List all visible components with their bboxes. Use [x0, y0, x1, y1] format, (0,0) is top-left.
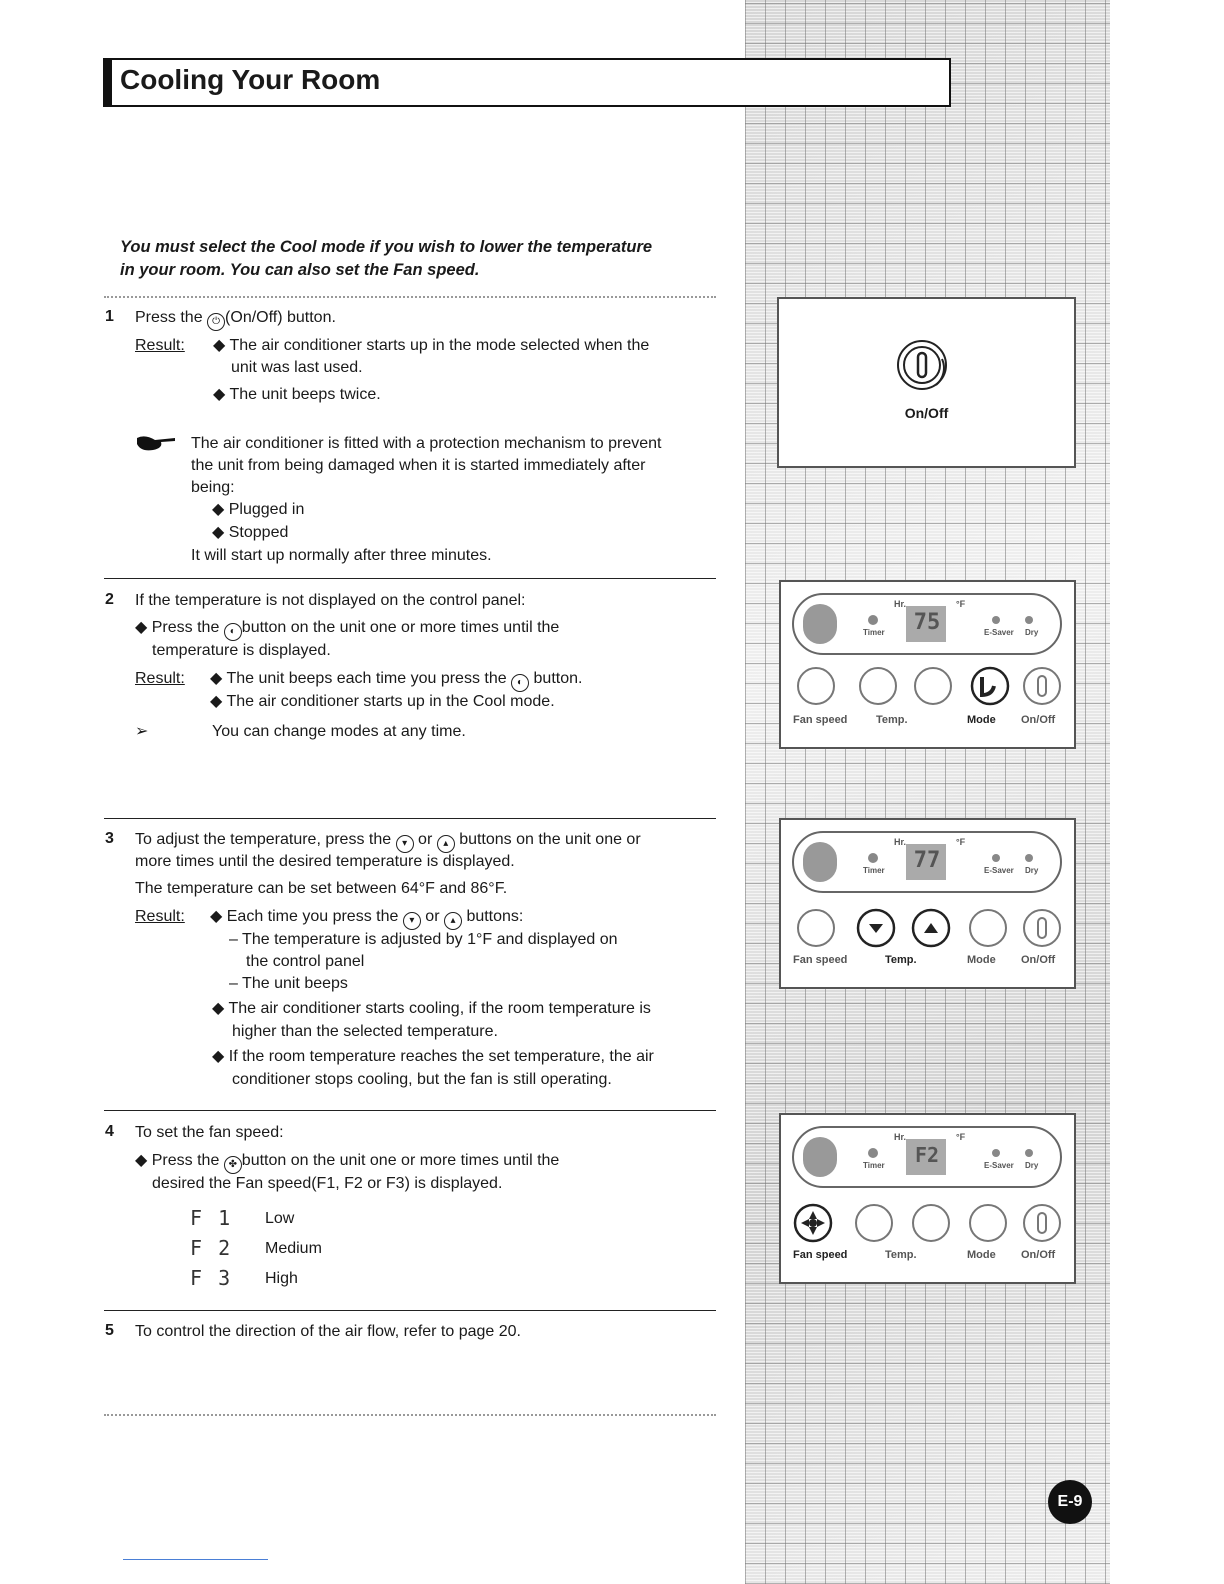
esaver-label: E-Saver [984, 1161, 1014, 1170]
step3-result-3a: ◆ If the room temperature reaches the set temperature, the air [212, 1048, 654, 1065]
power-icon: ⏻ [207, 313, 225, 331]
step2-result-1a: ◆ The unit beeps each time you press the [210, 670, 507, 687]
step1-bullet-plugged: ◆ Plugged in [212, 501, 305, 518]
fan-speed-label: Medium [265, 1239, 322, 1257]
temp-caption: Temp. [885, 954, 917, 966]
step3-result-2a: ◆ The air conditioner starts cooling, if the room temperature is [212, 1000, 651, 1017]
panel-3-display: F2 [914, 1143, 940, 1167]
temp-caption: Temp. [885, 1249, 917, 1261]
dry-label: Dry [1025, 1161, 1039, 1170]
temp-down-icon: ▾ [396, 835, 414, 853]
step3-result-label: Result: [135, 908, 185, 925]
pointing-hand-icon [135, 432, 177, 454]
hour-label: Hr. [894, 599, 907, 609]
step3-result-3b: conditioner stops cooling, but the fan is still operating. [232, 1071, 612, 1088]
step3-detail-1a: – The temperature is adjusted by 1°F and displayed on [229, 931, 618, 948]
intro-text [120, 236, 730, 282]
step3-result-2b: higher than the selected temperature. [232, 1023, 498, 1040]
onoff-caption: On/Off [1021, 954, 1056, 966]
timer-label: Timer [863, 1161, 885, 1170]
step3-line-1a: To adjust the temperature, press the [135, 831, 392, 848]
fan-speed-caption: Fan speed [793, 714, 848, 726]
step4-number: 4 [105, 1123, 114, 1140]
temp-caption: Temp. [876, 714, 908, 726]
page-title: Cooling Your Room [120, 64, 381, 95]
fan-speed-label: Low [265, 1209, 295, 1227]
step2-press-line [135, 616, 559, 641]
step1-text-after: (On/Off) button. [225, 309, 336, 326]
fahrenheit-label: °F [956, 599, 966, 609]
step1-result-1a: ◆ The air conditioner starts up in the mode selected when the [213, 337, 650, 354]
divider-top [104, 296, 716, 298]
step1-bullet-stopped: ◆ Stopped [212, 524, 289, 541]
fan-speed-code: F 2 [190, 1236, 233, 1260]
mode-caption: Mode [967, 714, 996, 726]
step4-press-b: button on the unit one or more times until the [241, 1152, 560, 1169]
step2-result-1b: button. [533, 670, 583, 687]
step3-result-1c: buttons: [466, 908, 524, 925]
onoff-caption: On/Off [904, 405, 949, 421]
list-item [190, 1203, 322, 1233]
divider-3 [104, 1110, 716, 1111]
hour-label: Hr. [894, 837, 907, 847]
fan-speed-list [190, 1203, 322, 1293]
onoff-caption: On/Off [1021, 714, 1056, 726]
step1-result-1b: unit was last used. [231, 359, 363, 376]
step2-text: If the temperature is not displayed on the control panel: [135, 592, 526, 609]
step1-text: Press the [135, 309, 203, 326]
step5-text: To control the direction of the air flow, refer to page 20. [135, 1323, 521, 1340]
mode-icon: ◐ [511, 674, 529, 692]
esaver-label: E-Saver [984, 628, 1014, 637]
fan-speed-caption: Fan speed [793, 1249, 848, 1261]
step3-result-1b: or [425, 908, 440, 925]
temp-up-icon: ▴ [437, 835, 455, 853]
intro-line-2: in your room. You can also set the Fan speed. [120, 261, 480, 279]
step3-line-1c: buttons on the unit one or [459, 831, 641, 848]
step5-number: 5 [105, 1322, 114, 1339]
fan-speed-caption: Fan speed [793, 954, 848, 966]
dry-label: Dry [1025, 628, 1039, 637]
power-button-icon [896, 339, 952, 395]
mode-caption: Mode [967, 954, 996, 966]
step2-press-b: button on the unit one or more times until the [241, 619, 560, 636]
divider-1 [104, 578, 716, 579]
tip-arrow-icon: ➢ [135, 723, 149, 740]
step4-press-line [135, 1149, 559, 1174]
page-number: E-9 [1048, 1480, 1092, 1524]
step2-number: 2 [105, 591, 114, 608]
step3-detail-2: – The unit beeps [229, 975, 348, 992]
fan-speed-label: High [265, 1269, 298, 1287]
intro-line-1: You must select the Cool mode if you wish to lower the temperature [120, 238, 653, 256]
esaver-label: E-Saver [984, 866, 1014, 875]
fan-icon: ✤ [224, 1156, 242, 1174]
control-panel-2 [779, 818, 1076, 989]
step1-result-2: ◆ The unit beeps twice. [213, 386, 381, 403]
step2-press-a: ◆ Press the [135, 619, 220, 636]
step2-result-2: ◆ The air conditioner starts up in the Cool mode. [210, 693, 555, 710]
title-accent-bar [103, 58, 112, 107]
panel-2-display: 77 [913, 848, 941, 873]
fan-speed-code: F 1 [190, 1206, 233, 1230]
step3-result-1 [210, 905, 523, 930]
temp-up-icon: ▴ [444, 912, 462, 930]
step2-result-1 [210, 667, 582, 692]
mode-caption: Mode [967, 1249, 996, 1261]
step3-result-1a: ◆ Each time you press the [210, 908, 399, 925]
step2-result-label: Result: [135, 670, 185, 687]
timer-label: Timer [863, 866, 885, 875]
step2-tip: You can change modes at any time. [212, 723, 466, 740]
control-panel-1 [779, 580, 1076, 749]
step1-note-2: the unit from being damaged when it is started immediately after [191, 457, 646, 474]
onoff-caption: On/Off [1021, 1249, 1056, 1261]
step3-line-3: The temperature can be set between 64°F and 86°F. [135, 880, 508, 897]
divider-4 [104, 1310, 716, 1311]
timer-label: Timer [863, 628, 885, 637]
step1-instruction [135, 306, 336, 331]
footer-rule [123, 1559, 268, 1560]
mode-icon: ◐ [224, 623, 242, 641]
step1-result-label: Result: [135, 337, 185, 354]
step3-detail-1b: the control panel [246, 953, 365, 970]
list-item [190, 1233, 322, 1263]
dry-label: Dry [1025, 866, 1039, 875]
step1-note-4: It will start up normally after three minutes. [191, 547, 492, 564]
panel-1-display: 75 [913, 610, 941, 635]
step1-number: 1 [105, 308, 114, 325]
step2-press-2: temperature is displayed. [152, 642, 331, 659]
step3-line-2: more times until the desired temperature is displayed. [135, 853, 515, 870]
decorative-side-strip [745, 0, 1110, 1584]
divider-2 [104, 818, 716, 819]
step3-number: 3 [105, 830, 114, 847]
fahrenheit-label: °F [956, 837, 966, 847]
step4-press-2: desired the Fan speed(F1, F2 or F3) is displayed. [152, 1175, 503, 1192]
hour-label: Hr. [894, 1132, 907, 1142]
step1-note-1: The air conditioner is fitted with a protection mechanism to prevent [191, 435, 662, 452]
fahrenheit-label: °F [956, 1132, 966, 1142]
temp-down-icon: ▾ [403, 912, 421, 930]
fan-speed-code: F 3 [190, 1266, 233, 1290]
step3-line-1b: or [418, 831, 433, 848]
step4-text: To set the fan speed: [135, 1124, 284, 1141]
divider-bottom [104, 1414, 716, 1416]
list-item [190, 1263, 322, 1293]
control-panel-3 [779, 1113, 1076, 1284]
step1-note-3: being: [191, 479, 235, 496]
step4-press-a: ◆ Press the [135, 1152, 220, 1169]
figure-onoff [777, 297, 1076, 468]
